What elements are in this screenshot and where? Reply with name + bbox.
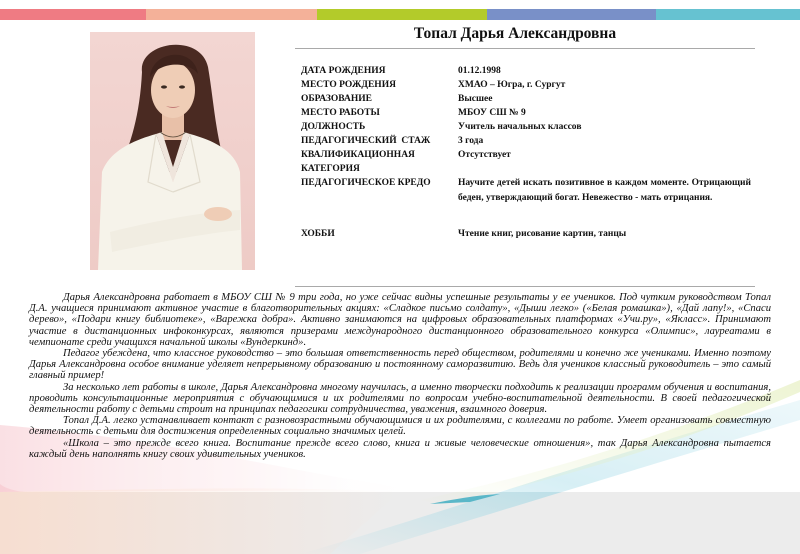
color-segment (487, 9, 656, 20)
field-label: МЕСТО РОЖДЕНИЯ (301, 80, 396, 90)
field-value: Научите детей искать позитивное в каждом моменте. Отрицающий беден, утверждающий богат. Невежество - мать отрицания. (458, 178, 751, 203)
field-label: ОБРАЗОВАНИЕ (301, 94, 372, 104)
field-label: ПЕДАГОГИЧЕСКИЙ СТАЖ (301, 136, 431, 146)
field-label: ХОББИ (301, 229, 335, 239)
field-value: Учитель начальных классов (458, 122, 582, 132)
bio-paragraph: За несколько лет работы в школе, Дарья Александровна многому научилась, а именно творчески подходить к реализации программ обучения и воспитания, проводить консультационные мероприятия с обучающимися и их родителями по вопросам учебно-воспитательной деятельности. В своей педагогической деятельности работу с детьми строит на принципах педагогики сотрудничества, уважения, взаимного доверия. (29, 381, 771, 416)
info-row-position (301, 120, 751, 134)
bio-paragraph: Педагог убеждена, что классное руководство – это большая ответственность перед обществом, родителями и конечно же учениками. Именно поэтому Дарья Александровна особое внимание уделяет непрерывному образованию и постоянному саморазвитию. Ведь для учеников классный руководитель – это самый главный пример! (29, 348, 771, 382)
info-row-hobby (301, 227, 751, 241)
field-value: Высшее (458, 94, 493, 104)
info-row-qualification (301, 148, 751, 176)
field-value: ХМАО – Югра, г. Сургут (458, 80, 566, 90)
profile-info-table (301, 64, 751, 241)
profile-photo (90, 32, 255, 270)
divider-bottom (295, 286, 755, 287)
field-value: МБОУ СШ № 9 (458, 108, 526, 118)
info-row-education (301, 92, 751, 106)
field-label: ДОЛЖНОСТЬ (301, 122, 366, 132)
field-value: 3 года (458, 136, 484, 146)
info-row-birth-place (301, 78, 751, 92)
biography (29, 292, 771, 460)
field-label: ДАТА РОЖДЕНИЯ (301, 66, 386, 76)
info-row-experience (301, 134, 751, 148)
color-segment (317, 9, 487, 20)
field-value: 01.12.1998 (458, 66, 501, 76)
field-value: Отсутствует (458, 150, 511, 160)
profile-name: Топал Дарья Александровна (413, 25, 617, 42)
field-label: КВАЛИФИКАЦИОННАЯ КАТЕГОРИЯ (301, 150, 415, 174)
color-segment (0, 9, 146, 20)
color-segment (146, 9, 317, 20)
divider-top (295, 48, 755, 49)
field-label: МЕСТО РАБОТЫ (301, 108, 380, 118)
field-label: ПЕДАГОГИЧЕСКОЕ КРЕДО (301, 178, 431, 188)
color-segment (656, 9, 800, 20)
field-value: Чтение книг, рисование картин, танцы (458, 229, 627, 239)
portrait-illustration (90, 32, 255, 270)
bio-paragraph: Топал Д.А. легко устанавливает контакт с разновозрастными обучающимися и их родителями, с коллегами по работе. Умеет организовать совместную деятельность с детьми для достижения определенных социально значимых целей. (29, 415, 771, 438)
info-row-birth-date (301, 64, 751, 78)
bio-paragraph: «Школа – это прежде всего книга. Воспитание прежде всего слово, книга и живые человеческие отношения», так Дарья Александровна пытается каждый день наполнять книгу своих удивительных учеников. (29, 437, 771, 460)
info-row-credo (301, 176, 751, 206)
bio-paragraph: Дарья Александровна работает в МБОУ СШ № 9 три года, но уже сейчас видны успешные результаты у ее учеников. Под чутким руководством Топал Д.А. учащиеся принимают активное участие в благотворительных акциях: «Сладкое письмо солдату», «Дыши легко» («Белая ромашка»), «Дай лапу!», «Спаси дерево», «Подари книгу библиотеке», «Варежка добра». Активно занимаются на цифровых образовательных платформах «Учи.ру», «Якласс». Принимают участие в дистанционных инфоконкурсах, являются призерами международного дистанционного образовательного конкурса «Олимпис», лауреатами в чемпионате среди учащихся начальной школы «Вундеркинд». (29, 292, 771, 348)
top-color-bar (0, 9, 800, 20)
info-row-workplace (301, 106, 751, 120)
